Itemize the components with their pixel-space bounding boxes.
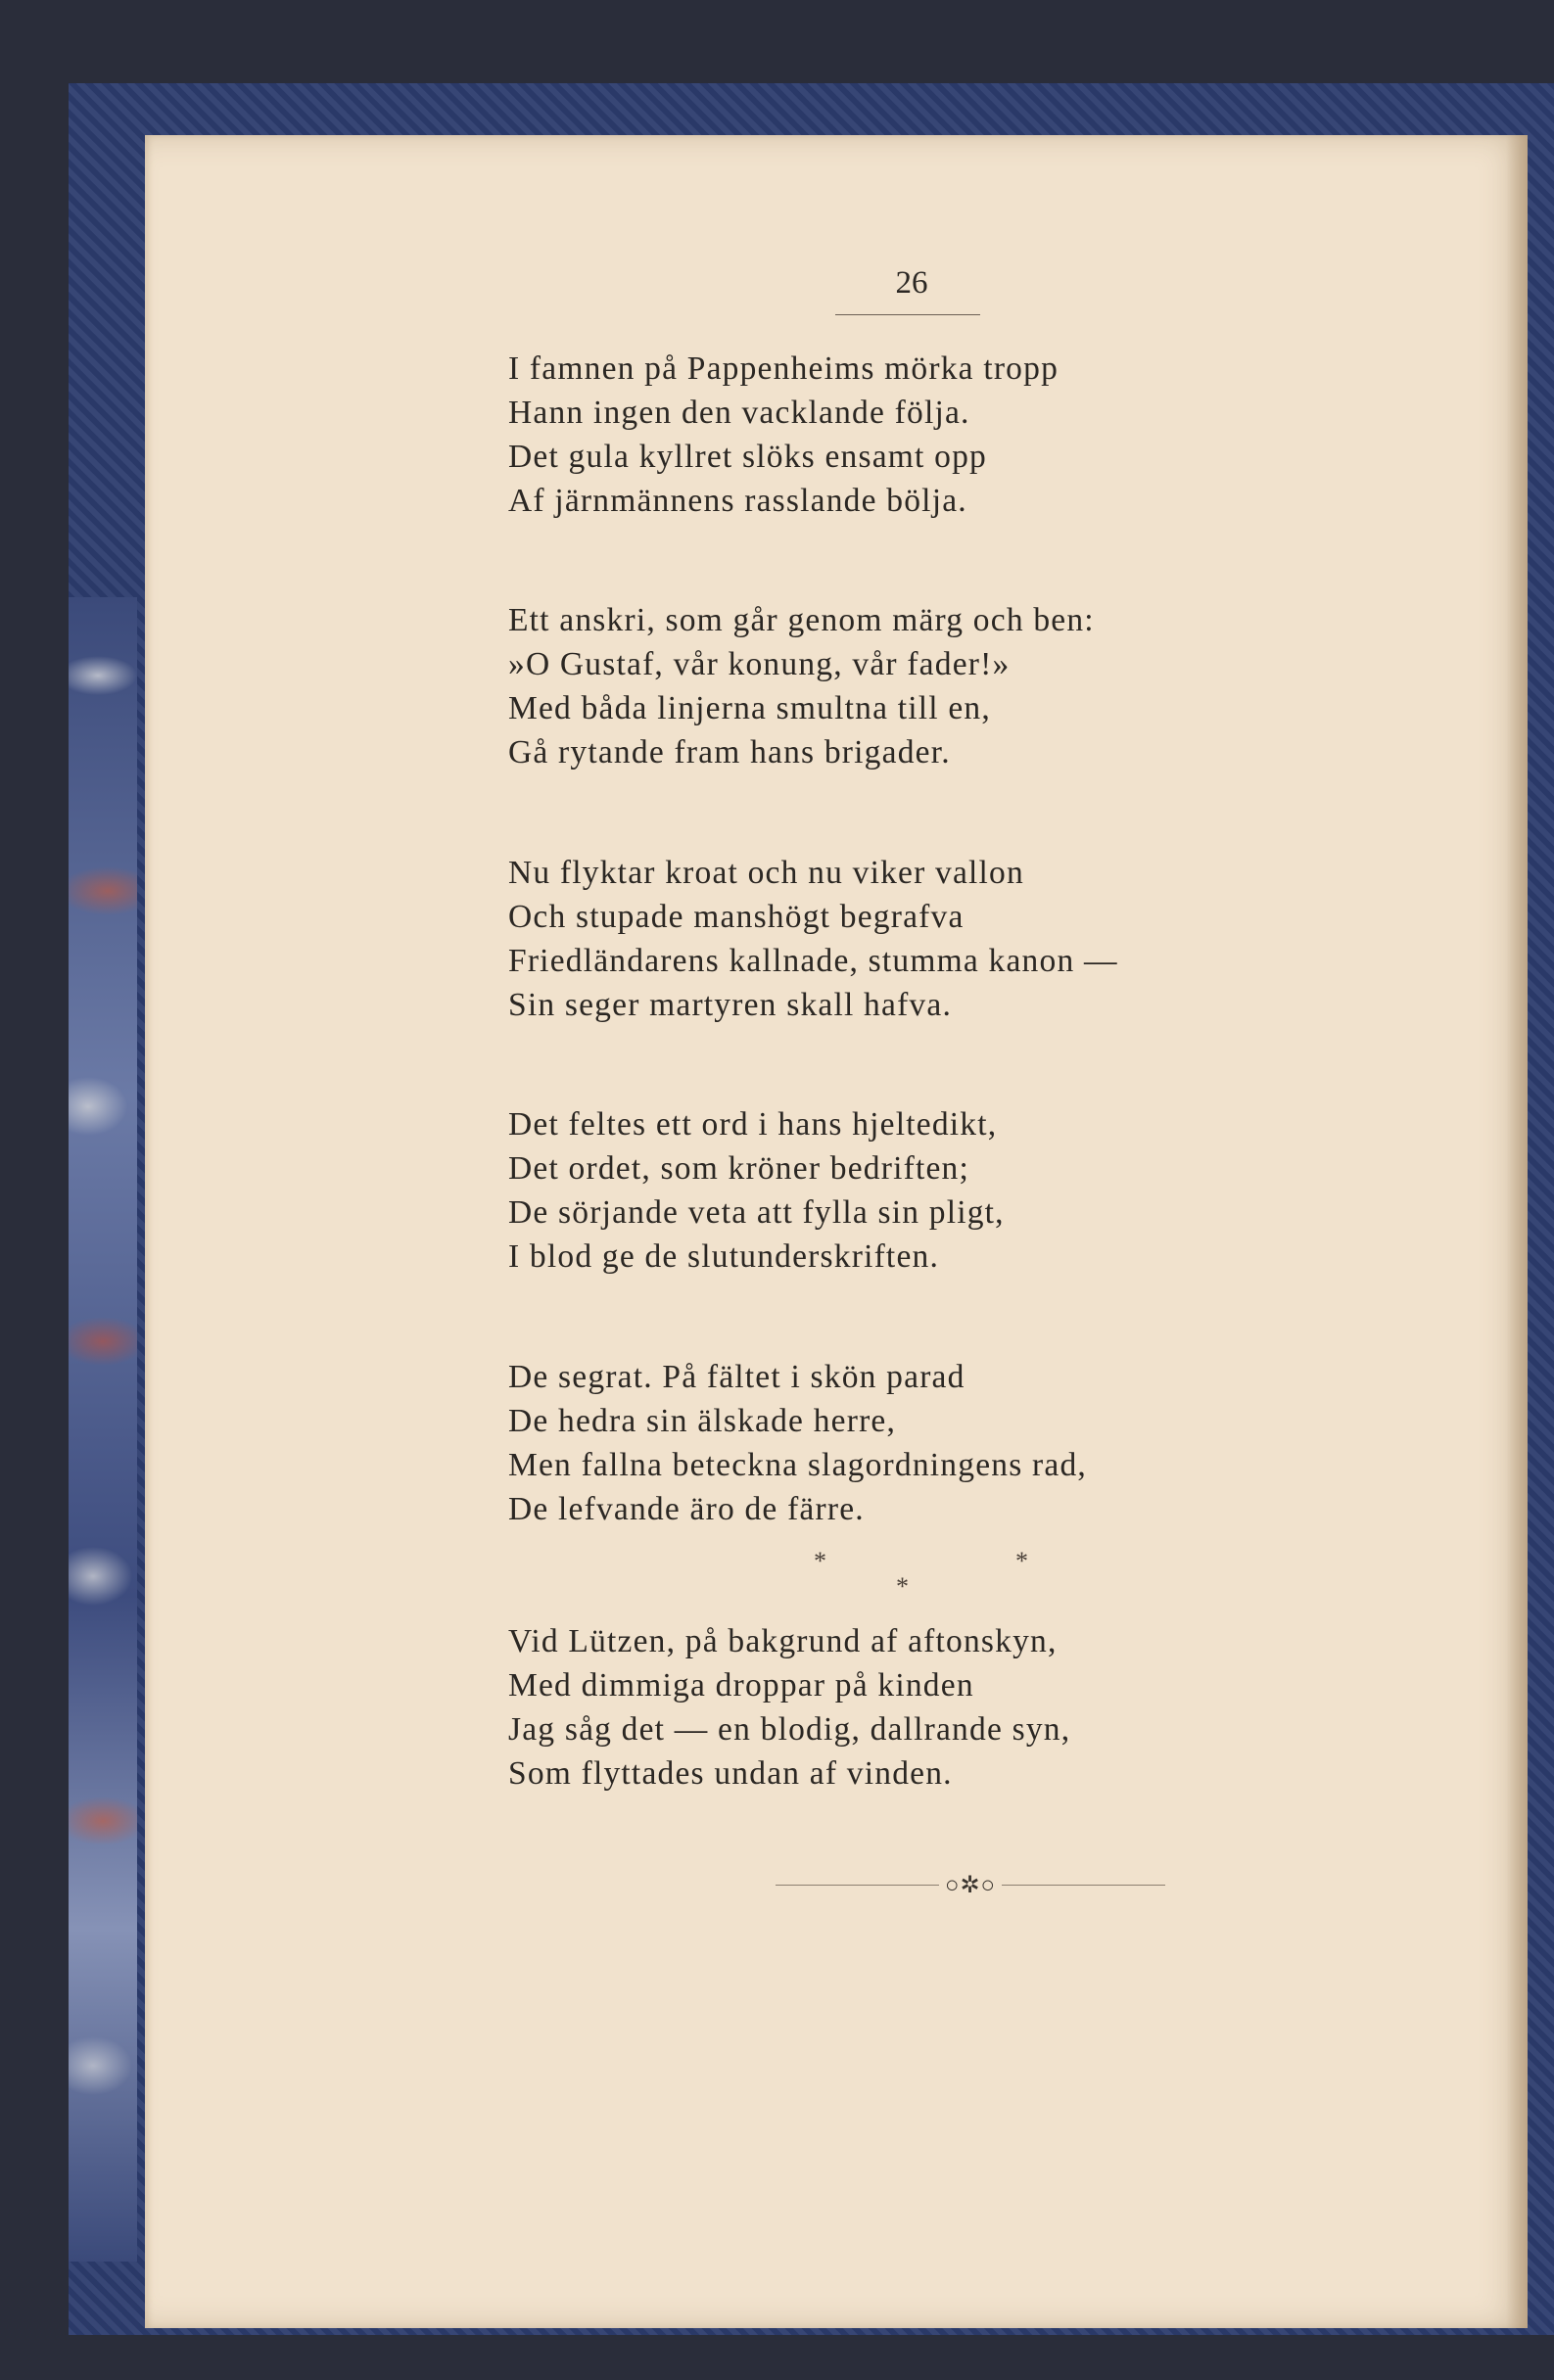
header-rule: [835, 314, 980, 315]
ornament-rule-right: [1002, 1885, 1165, 1886]
stanza-2-line-3: Med båda linjerna smultna till en,: [508, 690, 991, 726]
closing-ornament: [770, 1870, 1171, 1899]
stanza-4-line-2: Det ordet, som kröner bedriften;: [508, 1150, 969, 1187]
stanza-6-line-2: Med dimmiga droppar på kinden: [508, 1667, 974, 1703]
stanza-3-line-1: Nu flyktar kroat och nu viker vallon: [508, 855, 1024, 891]
stanza-2-line-2: »O Gustaf, vår konung, vår fader!»: [508, 646, 1011, 682]
stanza-3-line-3: Friedländarens kallnade, stumma kanon —: [508, 943, 1118, 979]
stanza-3-line-4: Sin seger martyren skall hafva.: [508, 987, 953, 1023]
page-number: 26: [895, 265, 928, 301]
stanza-1-line-3: Det gula kyllret slöks ensamt opp: [508, 439, 987, 475]
stanza-6-line-3: Jag såg det — en blodig, dallrande syn,: [508, 1711, 1071, 1748]
stanza-1-line-1: I famnen på Pappenheims mörka tropp: [508, 350, 1060, 387]
stanza-4-line-4: I blod ge de slutunderskriften.: [508, 1238, 940, 1275]
stanza-4-line-3: De sörjande veta att fylla sin pligt,: [508, 1194, 1005, 1231]
asterism-star: *: [1015, 1547, 1028, 1575]
asterism-star: *: [814, 1547, 826, 1575]
stanza-5-line-2: De hedra sin älskade herre,: [508, 1403, 897, 1439]
stanza-4-line-1: Det feltes ett ord i hans hjeltedikt,: [508, 1106, 998, 1143]
stanza-1-line-2: Hann ingen den vacklande följa.: [508, 395, 970, 431]
stanza-6-line-1: Vid Lützen, på bakgrund af aftonskyn,: [508, 1623, 1058, 1659]
marbled-endpaper: [69, 597, 137, 2262]
stanza-5-line-1: De segrat. På fältet i skön parad: [508, 1359, 965, 1395]
stanza-3-line-2: Och stupade manshögt begrafva: [508, 899, 965, 935]
ornament-flourish-icon: ○✲○: [944, 1872, 997, 1898]
stanza-6-line-4: Som flyttades undan af vinden.: [508, 1755, 953, 1792]
stanza-1-line-4: Af järnmännens rasslande bölja.: [508, 483, 967, 519]
stanza-2-line-4: Gå rytande fram hans brigader.: [508, 734, 951, 770]
stanza-2-line-1: Ett anskri, som går genom märg och ben:: [508, 602, 1095, 638]
ornament-rule-left: [776, 1885, 939, 1886]
stanza-5-line-4: De lefvande äro de färre.: [508, 1491, 865, 1527]
book-page: [145, 135, 1528, 2328]
stanza-5-line-3: Men fallna beteckna slagordningens rad,: [508, 1447, 1087, 1483]
asterism-star: *: [896, 1572, 909, 1601]
poem-text: [145, 135, 1528, 2328]
